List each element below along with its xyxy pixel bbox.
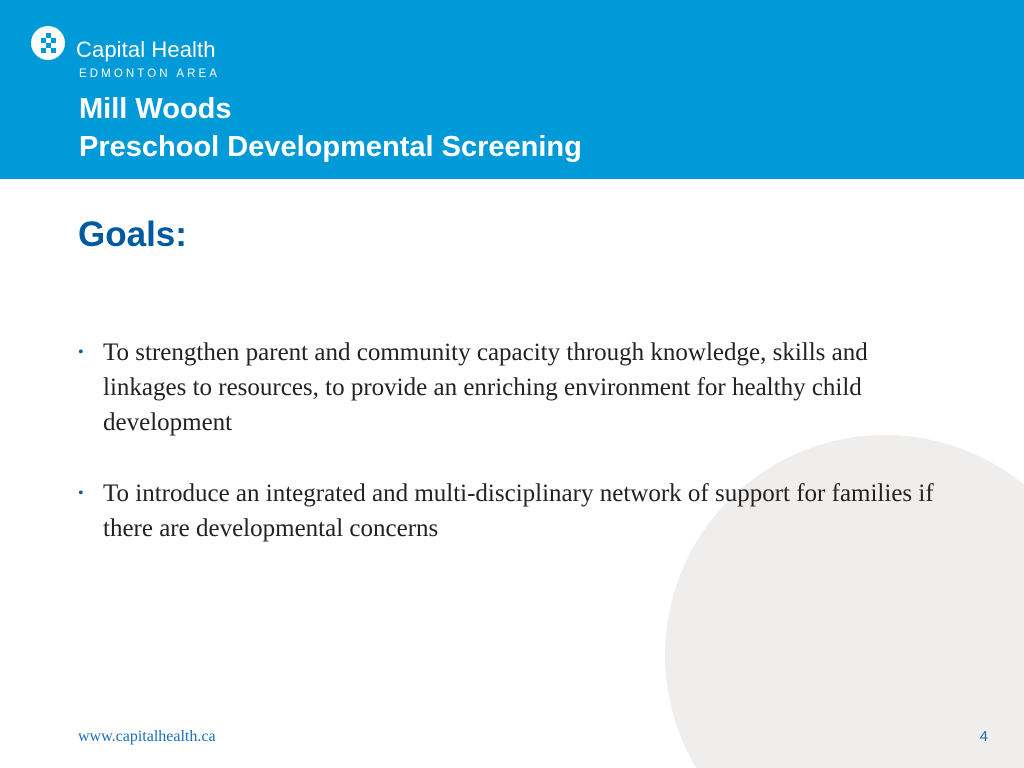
goals-list-item xyxy=(76,476,956,546)
goal-text: To introduce an integrated and multi-disciplinary network of support for families if there are developmental concerns xyxy=(103,480,934,542)
goals-list xyxy=(76,335,956,582)
section-heading: Goals: xyxy=(78,215,187,254)
footer-website-link[interactable]: www.capitalhealth.ca xyxy=(78,728,216,745)
goals-list-item xyxy=(76,335,956,440)
capital-health-logo-mark-icon xyxy=(30,25,66,61)
slide-title xyxy=(79,90,582,166)
bullet-marker: • xyxy=(78,485,84,502)
slide-title-line-2: Preschool Developmental Screening xyxy=(79,131,582,163)
logo-subtitle: EDMONTON AREA xyxy=(79,68,221,80)
bullet-marker: • xyxy=(78,344,84,361)
page-number: 4 xyxy=(979,728,988,745)
goal-text: To strengthen parent and community capacity through knowledge, skills and linkages to resources, to provide an enriching environment for healthy child development xyxy=(103,339,868,436)
slide-title-line-1: Mill Woods xyxy=(79,93,232,125)
capital-health-logo xyxy=(30,25,250,83)
logo-name: Capital Health xyxy=(76,37,216,62)
